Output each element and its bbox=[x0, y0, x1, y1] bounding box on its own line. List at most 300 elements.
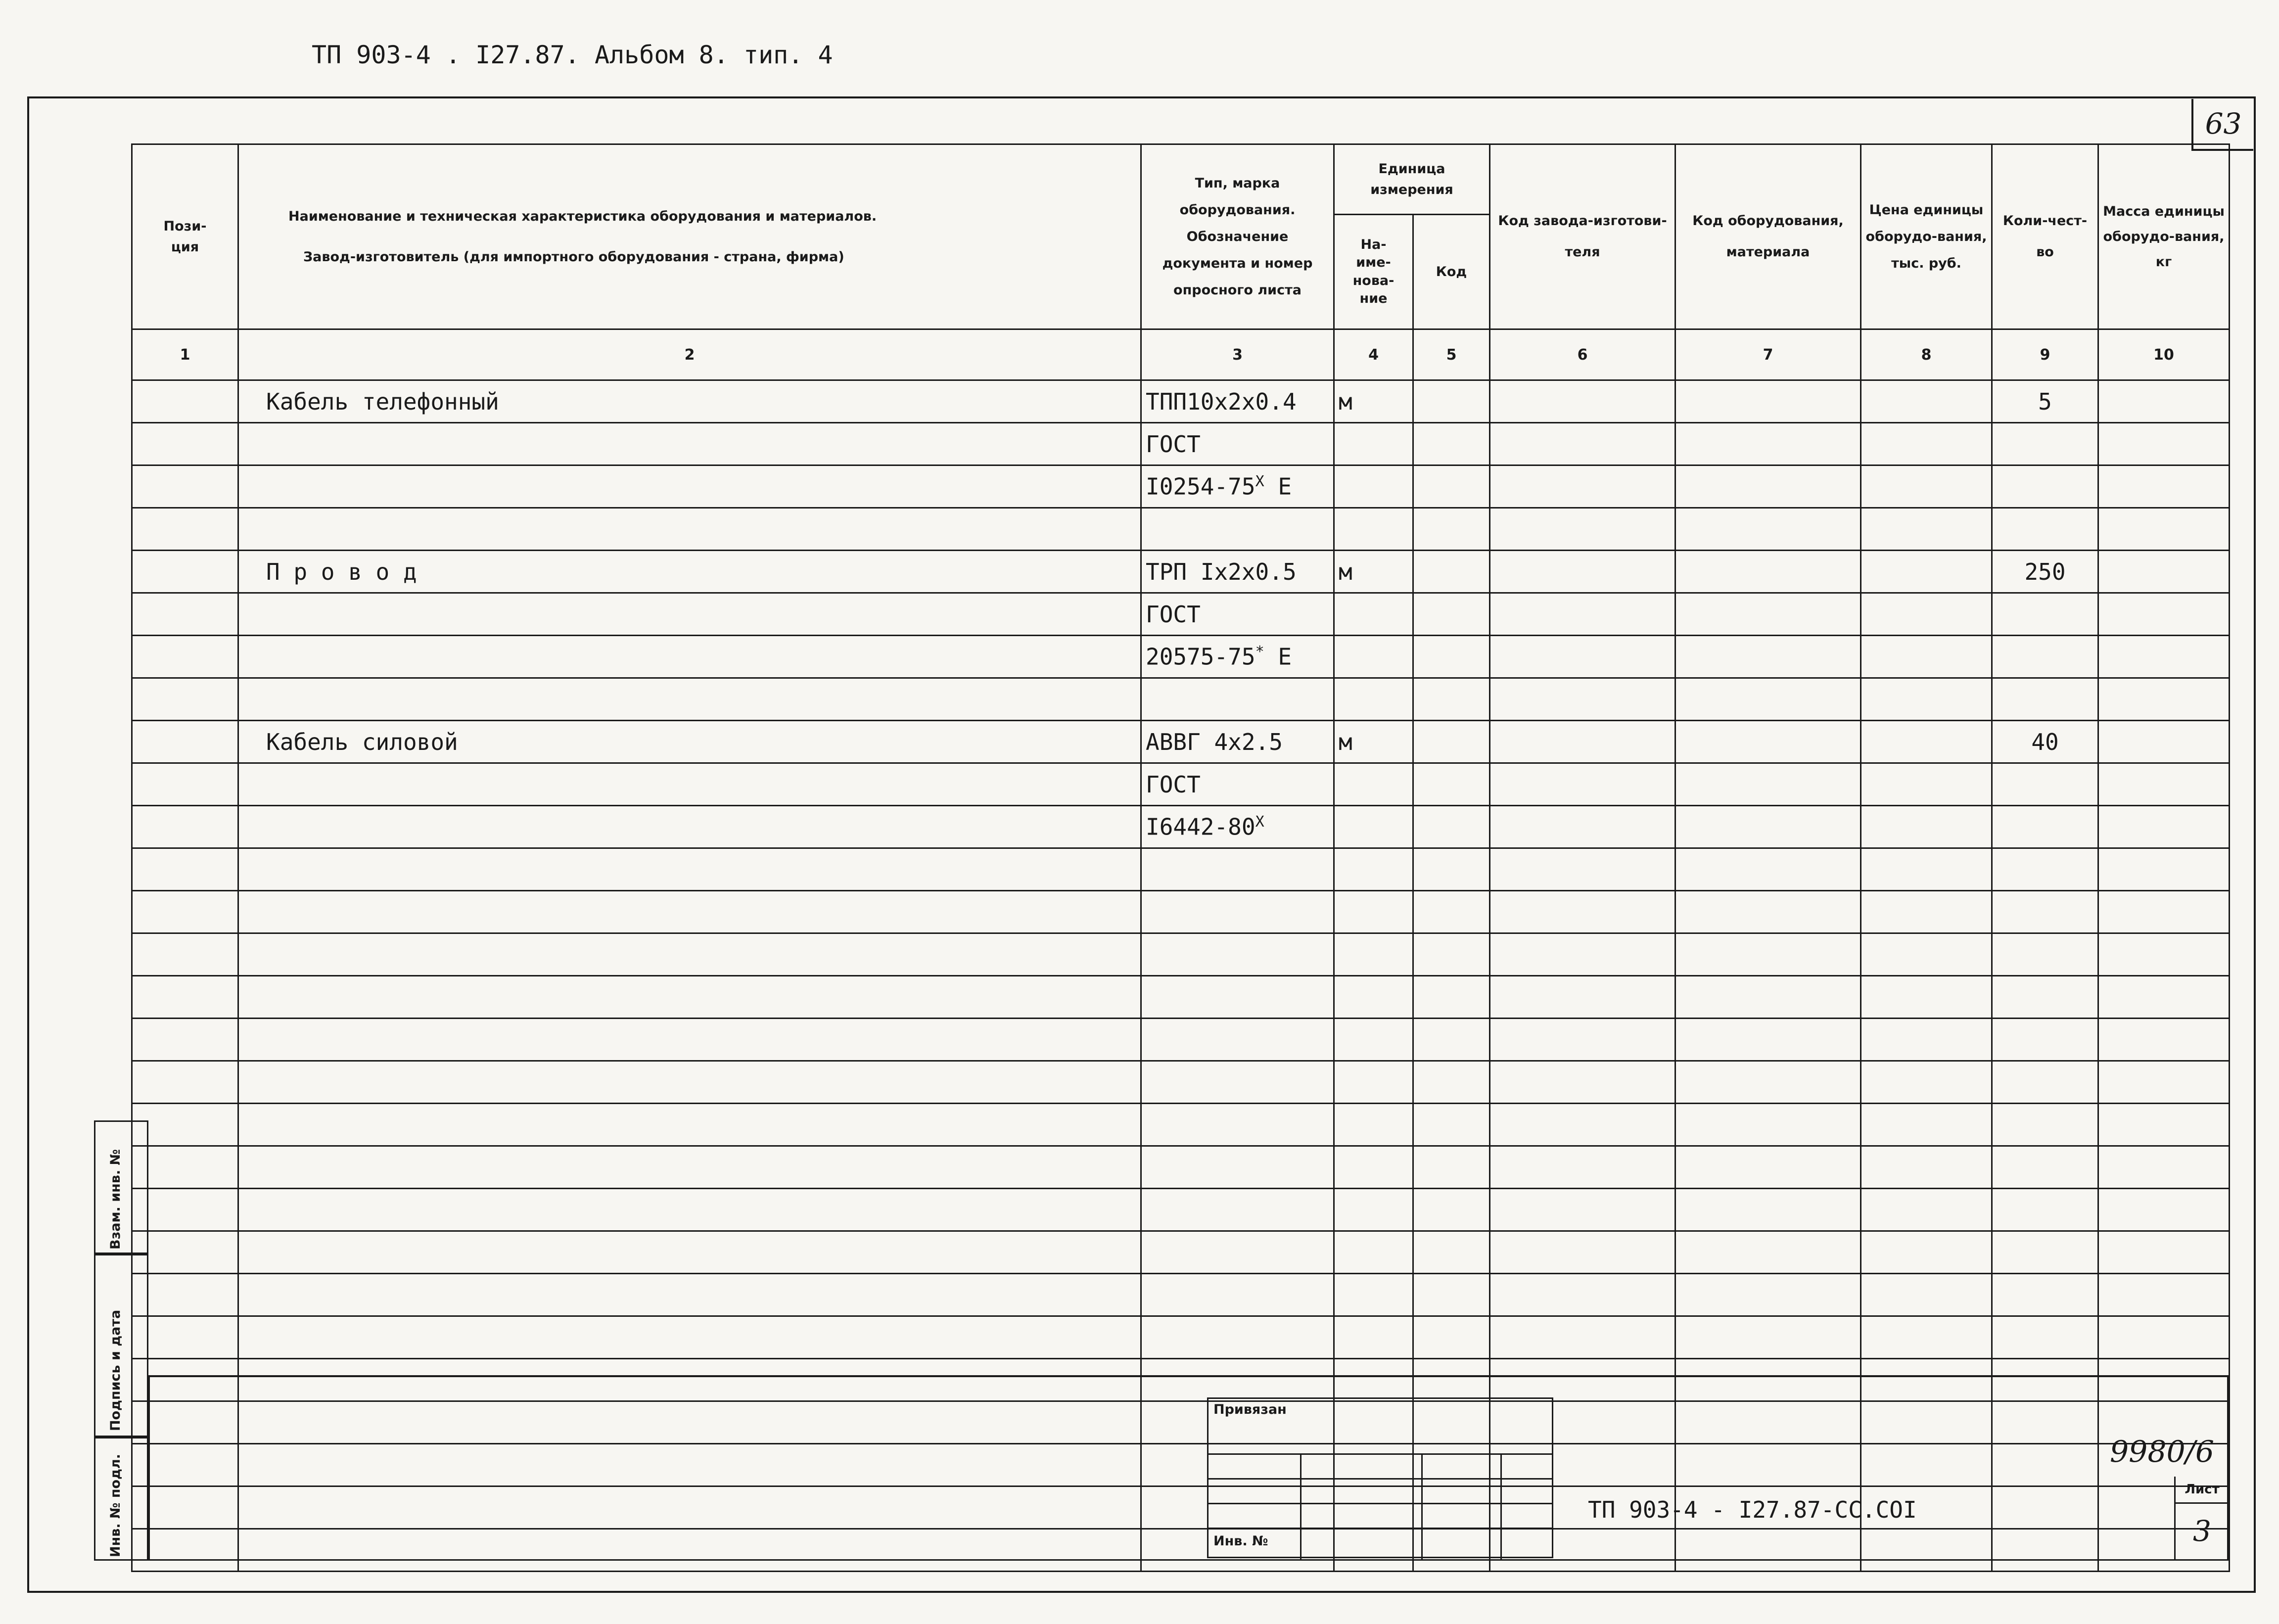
cell-unit-code bbox=[1413, 1316, 1490, 1359]
cell-name bbox=[238, 1231, 1141, 1274]
cell-unit-price bbox=[1861, 891, 1992, 933]
cell-quantity bbox=[1992, 1019, 2098, 1061]
cell-name bbox=[238, 465, 1141, 508]
side-label-original-inv: Инв. № подл. bbox=[108, 1454, 123, 1557]
cell-unit-name bbox=[1334, 1316, 1413, 1359]
cell-unit-mass bbox=[2098, 1316, 2230, 1359]
cell-unit-mass bbox=[2098, 763, 2230, 806]
cell-equipment-code bbox=[1675, 848, 1861, 891]
cell-unit-price bbox=[1861, 763, 1992, 806]
document-title: ТП 903-4 . I27.87. Альбом 8. тип. 4 bbox=[312, 41, 833, 69]
cell-type bbox=[1141, 678, 1334, 721]
cell-manufacturer-code bbox=[1490, 1104, 1675, 1146]
type-suffix: Е bbox=[1264, 643, 1292, 670]
cell-quantity bbox=[1992, 1274, 2098, 1316]
cell-unit-price bbox=[1861, 1146, 1992, 1189]
cell-position bbox=[132, 1061, 238, 1104]
cell-unit-price bbox=[1861, 380, 1992, 423]
cell-unit-mass bbox=[2098, 721, 2230, 763]
cell-position bbox=[132, 423, 238, 465]
cell-equipment-code bbox=[1675, 1189, 1861, 1231]
cell-unit-price bbox=[1861, 1104, 1992, 1146]
stamp-divider bbox=[1500, 1453, 1502, 1560]
type-text: I6442-80 bbox=[1146, 813, 1256, 840]
cell-equipment-code bbox=[1675, 678, 1861, 721]
cell-type bbox=[1141, 380, 1334, 423]
cell-type bbox=[1141, 593, 1334, 636]
cell-unit-mass bbox=[2098, 806, 2230, 848]
cell-name bbox=[238, 508, 1141, 551]
header-manufacturer-code: Код завода-изготови-теля bbox=[1490, 144, 1675, 329]
cell-unit-mass bbox=[2098, 848, 2230, 891]
cell-quantity bbox=[1992, 1146, 2098, 1189]
cell-position bbox=[132, 678, 238, 721]
cell-manufacturer-code bbox=[1490, 508, 1675, 551]
cell-type bbox=[1141, 423, 1334, 465]
column-number: 9 bbox=[1992, 329, 2098, 380]
cell-name bbox=[238, 891, 1141, 933]
table-row bbox=[132, 593, 2230, 636]
cell-manufacturer-code bbox=[1490, 465, 1675, 508]
header-position: Пози- ция bbox=[132, 144, 238, 329]
cell-unit-price bbox=[1861, 465, 1992, 508]
cell-manufacturer-code bbox=[1490, 1019, 1675, 1061]
cell-unit-name bbox=[1334, 593, 1413, 636]
cell-position bbox=[132, 763, 238, 806]
cell-unit-name bbox=[1334, 976, 1413, 1019]
header-unit-group: Единица измерения bbox=[1334, 144, 1490, 215]
header-unit-mass: Масса единицы оборудо-вания, кг bbox=[2098, 144, 2230, 329]
type-text: ГОСТ bbox=[1146, 771, 1201, 798]
table-row bbox=[132, 763, 2230, 806]
cell-unit-mass bbox=[2098, 1104, 2230, 1146]
cell-unit-code bbox=[1413, 1019, 1490, 1061]
cell-unit-name: м bbox=[1334, 721, 1413, 763]
cell-unit-price bbox=[1861, 423, 1992, 465]
cell-manufacturer-code bbox=[1490, 1231, 1675, 1274]
cell-type bbox=[1141, 1104, 1334, 1146]
table-row bbox=[132, 1061, 2230, 1104]
cell-equipment-code bbox=[1675, 1019, 1861, 1061]
type-superscript: X bbox=[1255, 473, 1264, 491]
cell-unit-code bbox=[1413, 1104, 1490, 1146]
cell-unit-code bbox=[1413, 593, 1490, 636]
header-name-line1: Наименование и техническая характеристика оборудования и материалов. bbox=[288, 208, 877, 224]
cell-type bbox=[1141, 1019, 1334, 1061]
cell-unit-name bbox=[1334, 806, 1413, 848]
cell-manufacturer-code bbox=[1490, 636, 1675, 678]
cell-unit-price bbox=[1861, 1019, 1992, 1061]
cell-unit-mass bbox=[2098, 465, 2230, 508]
specification-table bbox=[131, 143, 2230, 1572]
cell-type bbox=[1141, 465, 1334, 508]
cell-unit-name bbox=[1334, 465, 1413, 508]
cell-unit-name bbox=[1334, 1104, 1413, 1146]
cell-quantity bbox=[1992, 1061, 2098, 1104]
table-row bbox=[132, 1104, 2230, 1146]
cell-unit-code bbox=[1413, 848, 1490, 891]
cell-unit-code bbox=[1413, 636, 1490, 678]
cell-type bbox=[1141, 636, 1334, 678]
cell-name bbox=[238, 763, 1141, 806]
cell-name bbox=[238, 1189, 1141, 1231]
cell-unit-mass bbox=[2098, 1061, 2230, 1104]
table-row bbox=[132, 380, 2230, 423]
cell-unit-mass bbox=[2098, 380, 2230, 423]
column-number-row bbox=[132, 329, 2230, 380]
cell-unit-code bbox=[1413, 465, 1490, 508]
type-suffix: Е bbox=[1264, 473, 1292, 500]
type-text: ГОСТ bbox=[1146, 601, 1201, 628]
cell-manufacturer-code bbox=[1490, 976, 1675, 1019]
cell-unit-code bbox=[1413, 1061, 1490, 1104]
cell-unit-mass bbox=[2098, 933, 2230, 976]
cell-name bbox=[238, 806, 1141, 848]
cell-unit-code bbox=[1413, 976, 1490, 1019]
cell-name bbox=[238, 1316, 1141, 1359]
header-quantity: Коли-чест-во bbox=[1992, 144, 2098, 329]
cell-quantity bbox=[1992, 465, 2098, 508]
cell-quantity bbox=[1992, 636, 2098, 678]
inventory-number: 9980/6 bbox=[2110, 1435, 2215, 1469]
cell-quantity: 250 bbox=[1992, 551, 2098, 593]
table-row bbox=[132, 891, 2230, 933]
cell-name bbox=[238, 848, 1141, 891]
cell-position bbox=[132, 1019, 238, 1061]
cell-manufacturer-code bbox=[1490, 1316, 1675, 1359]
cell-type bbox=[1141, 1231, 1334, 1274]
cell-unit-mass bbox=[2098, 1146, 2230, 1189]
cell-position bbox=[132, 721, 238, 763]
table-row bbox=[132, 636, 2230, 678]
cell-equipment-code bbox=[1675, 593, 1861, 636]
cell-unit-code bbox=[1413, 551, 1490, 593]
cell-position bbox=[132, 465, 238, 508]
table-row bbox=[132, 1019, 2230, 1061]
sheet-box bbox=[2174, 1477, 2229, 1561]
cell-position bbox=[132, 806, 238, 848]
cell-unit-mass bbox=[2098, 1189, 2230, 1231]
cell-type bbox=[1141, 508, 1334, 551]
cell-unit-name: м bbox=[1334, 551, 1413, 593]
table-row bbox=[132, 551, 2230, 593]
column-number: 8 bbox=[1861, 329, 1992, 380]
header-equipment-code: Код оборудования, материала bbox=[1675, 144, 1861, 329]
table-row bbox=[132, 1231, 2230, 1274]
cell-quantity bbox=[1992, 678, 2098, 721]
page-corner-number: 63 bbox=[2191, 99, 2253, 151]
cell-name bbox=[238, 678, 1141, 721]
cell-unit-code bbox=[1413, 423, 1490, 465]
cell-unit-name bbox=[1334, 423, 1413, 465]
cell-name bbox=[238, 933, 1141, 976]
cell-type bbox=[1141, 976, 1334, 1019]
cell-unit-name bbox=[1334, 508, 1413, 551]
cell-manufacturer-code bbox=[1490, 891, 1675, 933]
table-row bbox=[132, 1189, 2230, 1231]
cell-quantity bbox=[1992, 848, 2098, 891]
cell-position bbox=[132, 891, 238, 933]
cell-unit-price bbox=[1861, 1274, 1992, 1316]
table-row bbox=[132, 806, 2230, 848]
type-text: I0254-75 bbox=[1146, 473, 1256, 500]
cell-unit-name bbox=[1334, 1146, 1413, 1189]
cell-equipment-code bbox=[1675, 423, 1861, 465]
cell-manufacturer-code bbox=[1490, 593, 1675, 636]
cell-position bbox=[132, 593, 238, 636]
cell-equipment-code bbox=[1675, 806, 1861, 848]
cell-unit-code bbox=[1413, 678, 1490, 721]
cell-quantity bbox=[1992, 1316, 2098, 1359]
cell-unit-name bbox=[1334, 1189, 1413, 1231]
title-block bbox=[148, 1375, 2229, 1561]
cell-unit-name bbox=[1334, 1019, 1413, 1061]
cell-unit-price bbox=[1861, 678, 1992, 721]
cell-unit-price bbox=[1861, 1231, 1992, 1274]
cell-unit-code bbox=[1413, 508, 1490, 551]
cell-equipment-code bbox=[1675, 976, 1861, 1019]
table-row bbox=[132, 721, 2230, 763]
table-row bbox=[132, 678, 2230, 721]
table-row bbox=[132, 976, 2230, 1019]
cell-position bbox=[132, 933, 238, 976]
cell-unit-name bbox=[1334, 891, 1413, 933]
cell-manufacturer-code bbox=[1490, 848, 1675, 891]
cell-position bbox=[132, 848, 238, 891]
cell-equipment-code bbox=[1675, 721, 1861, 763]
cell-unit-code bbox=[1413, 933, 1490, 976]
side-label-signature-date: Подпись и дата bbox=[108, 1309, 123, 1431]
cell-equipment-code bbox=[1675, 551, 1861, 593]
sheet-number: 3 bbox=[2193, 1514, 2211, 1548]
side-box-exchange-inv bbox=[94, 1120, 148, 1254]
cell-equipment-code bbox=[1675, 465, 1861, 508]
cell-unit-price bbox=[1861, 1316, 1992, 1359]
cell-unit-price bbox=[1861, 1189, 1992, 1231]
cell-quantity bbox=[1992, 891, 2098, 933]
stamp-inv-label: Инв. № bbox=[1213, 1533, 1268, 1549]
cell-equipment-code bbox=[1675, 1316, 1861, 1359]
cell-name bbox=[238, 423, 1141, 465]
cell-unit-code bbox=[1413, 763, 1490, 806]
side-box-signature-date bbox=[94, 1254, 148, 1437]
cell-unit-code bbox=[1413, 806, 1490, 848]
cell-unit-name: м bbox=[1334, 380, 1413, 423]
cell-equipment-code bbox=[1675, 1061, 1861, 1104]
sheet-label: Лист bbox=[2176, 1477, 2229, 1504]
attachment-stamp bbox=[1207, 1397, 1553, 1558]
cell-unit-price bbox=[1861, 806, 1992, 848]
cell-manufacturer-code bbox=[1490, 1061, 1675, 1104]
cell-unit-name bbox=[1334, 1274, 1413, 1316]
cell-manufacturer-code bbox=[1490, 1146, 1675, 1189]
table-row bbox=[132, 933, 2230, 976]
cell-type bbox=[1141, 1316, 1334, 1359]
cell-unit-name bbox=[1334, 678, 1413, 721]
cell-quantity: 5 bbox=[1992, 380, 2098, 423]
cell-unit-mass bbox=[2098, 891, 2230, 933]
type-superscript: * bbox=[1255, 643, 1264, 661]
cell-quantity bbox=[1992, 763, 2098, 806]
cell-name bbox=[238, 1146, 1141, 1189]
cell-equipment-code bbox=[1675, 1274, 1861, 1316]
table-row bbox=[132, 1316, 2230, 1359]
table-row bbox=[132, 848, 2230, 891]
table-row bbox=[132, 423, 2230, 465]
header-unit-price: Цена единицы оборудо-вания, тыс. руб. bbox=[1861, 144, 1992, 329]
cell-unit-mass bbox=[2098, 508, 2230, 551]
cell-type bbox=[1141, 806, 1334, 848]
cell-name: П р о в о д bbox=[238, 551, 1141, 593]
column-number: 1 bbox=[132, 329, 238, 380]
document-code: ТП 903-4 - I27.87-СС.СОI bbox=[1588, 1496, 1917, 1523]
cell-manufacturer-code bbox=[1490, 1274, 1675, 1316]
cell-name bbox=[238, 1019, 1141, 1061]
column-number: 10 bbox=[2098, 329, 2230, 380]
type-text: ТПП10x2x0.4 bbox=[1146, 388, 1297, 415]
cell-quantity bbox=[1992, 806, 2098, 848]
cell-unit-name bbox=[1334, 933, 1413, 976]
cell-unit-price bbox=[1861, 1061, 1992, 1104]
cell-unit-mass bbox=[2098, 551, 2230, 593]
cell-unit-code bbox=[1413, 1146, 1490, 1189]
cell-name bbox=[238, 636, 1141, 678]
cell-unit-name bbox=[1334, 763, 1413, 806]
cell-name bbox=[238, 1274, 1141, 1316]
cell-unit-mass bbox=[2098, 976, 2230, 1019]
cell-unit-code bbox=[1413, 1231, 1490, 1274]
cell-manufacturer-code bbox=[1490, 423, 1675, 465]
cell-unit-price bbox=[1861, 636, 1992, 678]
header-unit-code: Код bbox=[1413, 215, 1490, 329]
cell-unit-name bbox=[1334, 1061, 1413, 1104]
cell-equipment-code bbox=[1675, 763, 1861, 806]
cell-unit-code bbox=[1413, 721, 1490, 763]
column-number: 3 bbox=[1141, 329, 1334, 380]
cell-unit-mass bbox=[2098, 678, 2230, 721]
cell-quantity bbox=[1992, 423, 2098, 465]
type-text: 20575-75 bbox=[1146, 643, 1256, 670]
cell-equipment-code bbox=[1675, 636, 1861, 678]
table-row bbox=[132, 508, 2230, 551]
cell-quantity bbox=[1992, 933, 2098, 976]
header-name bbox=[238, 144, 1141, 329]
side-label-exchange-inv: Взам. инв. № bbox=[108, 1149, 123, 1250]
cell-position bbox=[132, 380, 238, 423]
cell-position bbox=[132, 508, 238, 551]
cell-unit-price bbox=[1861, 593, 1992, 636]
cell-type bbox=[1141, 1146, 1334, 1189]
cell-unit-mass bbox=[2098, 1019, 2230, 1061]
cell-manufacturer-code bbox=[1490, 380, 1675, 423]
cell-unit-code bbox=[1413, 1274, 1490, 1316]
cell-name bbox=[238, 1061, 1141, 1104]
cell-manufacturer-code bbox=[1490, 721, 1675, 763]
cell-manufacturer-code bbox=[1490, 763, 1675, 806]
cell-unit-mass bbox=[2098, 423, 2230, 465]
cell-type bbox=[1141, 1189, 1334, 1231]
cell-manufacturer-code bbox=[1490, 1189, 1675, 1231]
type-text: ГОСТ bbox=[1146, 430, 1201, 458]
cell-manufacturer-code bbox=[1490, 933, 1675, 976]
cell-unit-price bbox=[1861, 976, 1992, 1019]
stamp-divider bbox=[1421, 1453, 1423, 1560]
cell-quantity bbox=[1992, 976, 2098, 1019]
cell-type bbox=[1141, 1274, 1334, 1316]
cell-quantity bbox=[1992, 1189, 2098, 1231]
column-number: 6 bbox=[1490, 329, 1675, 380]
cell-quantity bbox=[1992, 508, 2098, 551]
cell-quantity bbox=[1992, 1231, 2098, 1274]
cell-name: Кабель телефонный bbox=[238, 380, 1141, 423]
cell-type bbox=[1141, 763, 1334, 806]
header-name-line2: Завод-изготовитель (для импортного оборудования - страна, фирма) bbox=[303, 249, 844, 265]
cell-unit-mass bbox=[2098, 1231, 2230, 1274]
type-text: ТРП Iх2х0.5 bbox=[1146, 558, 1297, 585]
cell-equipment-code bbox=[1675, 508, 1861, 551]
header-unit-name: На- име- нова- ние bbox=[1334, 215, 1413, 329]
column-number: 7 bbox=[1675, 329, 1861, 380]
cell-position bbox=[132, 636, 238, 678]
cell-type bbox=[1141, 891, 1334, 933]
cell-equipment-code bbox=[1675, 380, 1861, 423]
cell-position bbox=[132, 551, 238, 593]
cell-unit-price bbox=[1861, 933, 1992, 976]
cell-unit-name bbox=[1334, 636, 1413, 678]
cell-unit-mass bbox=[2098, 636, 2230, 678]
cell-quantity bbox=[1992, 1104, 2098, 1146]
side-box-original-inv bbox=[94, 1437, 148, 1561]
cell-unit-mass bbox=[2098, 593, 2230, 636]
cell-name bbox=[238, 593, 1141, 636]
column-number: 2 bbox=[238, 329, 1141, 380]
cell-name bbox=[238, 1104, 1141, 1146]
cell-equipment-code bbox=[1675, 891, 1861, 933]
cell-equipment-code bbox=[1675, 933, 1861, 976]
cell-unit-price bbox=[1861, 508, 1992, 551]
cell-unit-name bbox=[1334, 1231, 1413, 1274]
cell-type bbox=[1141, 848, 1334, 891]
cell-position bbox=[132, 976, 238, 1019]
cell-type bbox=[1141, 551, 1334, 593]
stamp-divider bbox=[1300, 1453, 1302, 1560]
cell-name bbox=[238, 976, 1141, 1019]
table-row bbox=[132, 1146, 2230, 1189]
cell-type bbox=[1141, 933, 1334, 976]
cell-unit-price bbox=[1861, 721, 1992, 763]
cell-manufacturer-code bbox=[1490, 551, 1675, 593]
cell-manufacturer-code bbox=[1490, 806, 1675, 848]
header-type: Тип, марка оборудования. Обозначение документа и номер опросного листа bbox=[1141, 144, 1334, 329]
column-number: 5 bbox=[1413, 329, 1490, 380]
stamp-attached-label: Привязан bbox=[1213, 1402, 1287, 1417]
cell-quantity: 40 bbox=[1992, 721, 2098, 763]
cell-unit-code bbox=[1413, 891, 1490, 933]
cell-type bbox=[1141, 721, 1334, 763]
table-row bbox=[132, 1274, 2230, 1316]
cell-manufacturer-code bbox=[1490, 678, 1675, 721]
cell-unit-code bbox=[1413, 380, 1490, 423]
cell-unit-mass bbox=[2098, 1274, 2230, 1316]
cell-unit-price bbox=[1861, 848, 1992, 891]
cell-name: Кабель силовой bbox=[238, 721, 1141, 763]
cell-equipment-code bbox=[1675, 1104, 1861, 1146]
type-text: АВВГ 4х2.5 bbox=[1146, 728, 1283, 755]
cell-unit-code bbox=[1413, 1189, 1490, 1231]
cell-equipment-code bbox=[1675, 1146, 1861, 1189]
cell-unit-price bbox=[1861, 551, 1992, 593]
cell-quantity bbox=[1992, 593, 2098, 636]
